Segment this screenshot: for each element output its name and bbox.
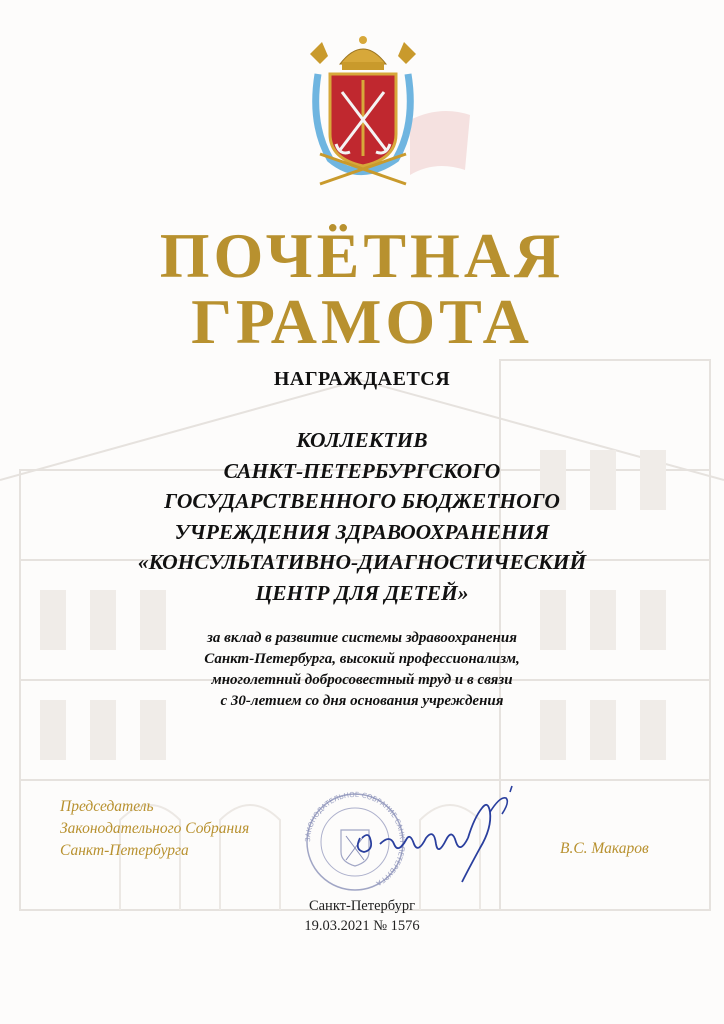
awarded-heading: НАГРАЖДАЕТСЯ (273, 368, 451, 390)
recipient-line: ЦЕНТР ДЛЯ ДЕТЕЙ» (255, 580, 469, 605)
issue-place-date (0, 896, 724, 936)
certificate-title-line1: ПОЧЁТНАЯ (159, 220, 565, 291)
signer-title-line: Санкт-Петербурга (60, 842, 189, 859)
signer-title-line: Председатель (60, 798, 154, 815)
svg-text:ЗАКОНОДАТЕЛЬНОЕ СОБРАНИЕ САНКТ: ЗАКОНОДАТЕЛЬНОЕ СОБРАНИЕ САНКТ-ПЕТЕРБУРГА (303, 790, 407, 888)
recipient-line: «КОНСУЛЬТАТИВНО-ДИАГНОСТИЧЕСКИЙ (137, 550, 587, 574)
reason-line: с 30-летием со дня основания учреждения (220, 693, 504, 709)
reason-line: Санкт-Петербурга, высокий профессионализм, (204, 651, 520, 667)
recipient-line: КОЛЛЕКТИВ (296, 428, 428, 452)
recipient-block (40, 425, 684, 608)
award-reason-block (100, 628, 624, 712)
reason-line: за вклад в развитие системы здравоохранения (207, 630, 517, 646)
signer-name: В.С. Макаров (560, 840, 649, 857)
coat-of-arms-emblem (300, 34, 426, 194)
recipient-line: ГОСУДАРСТВЕННОГО БЮДЖЕТНОГО (164, 489, 560, 513)
handwritten-signature (350, 778, 530, 888)
signer-title-line: Законодательного Собрания (60, 820, 250, 837)
issue-date-number: 19.03.2021 № 1576 (304, 918, 420, 934)
issue-city: Санкт-Петербург (308, 898, 416, 914)
reason-line: многолетний добросовестный труд и в связи (211, 672, 513, 688)
recipient-line: САНКТ-ПЕТЕРБУРГСКОГО (223, 458, 501, 483)
signer-title-block (60, 796, 249, 862)
recipient-line: УЧРЕЖДЕНИЯ ЗДРАВООХРАНЕНИЯ (174, 519, 550, 544)
certificate-title-line2: ГРАМОТА (191, 286, 533, 357)
